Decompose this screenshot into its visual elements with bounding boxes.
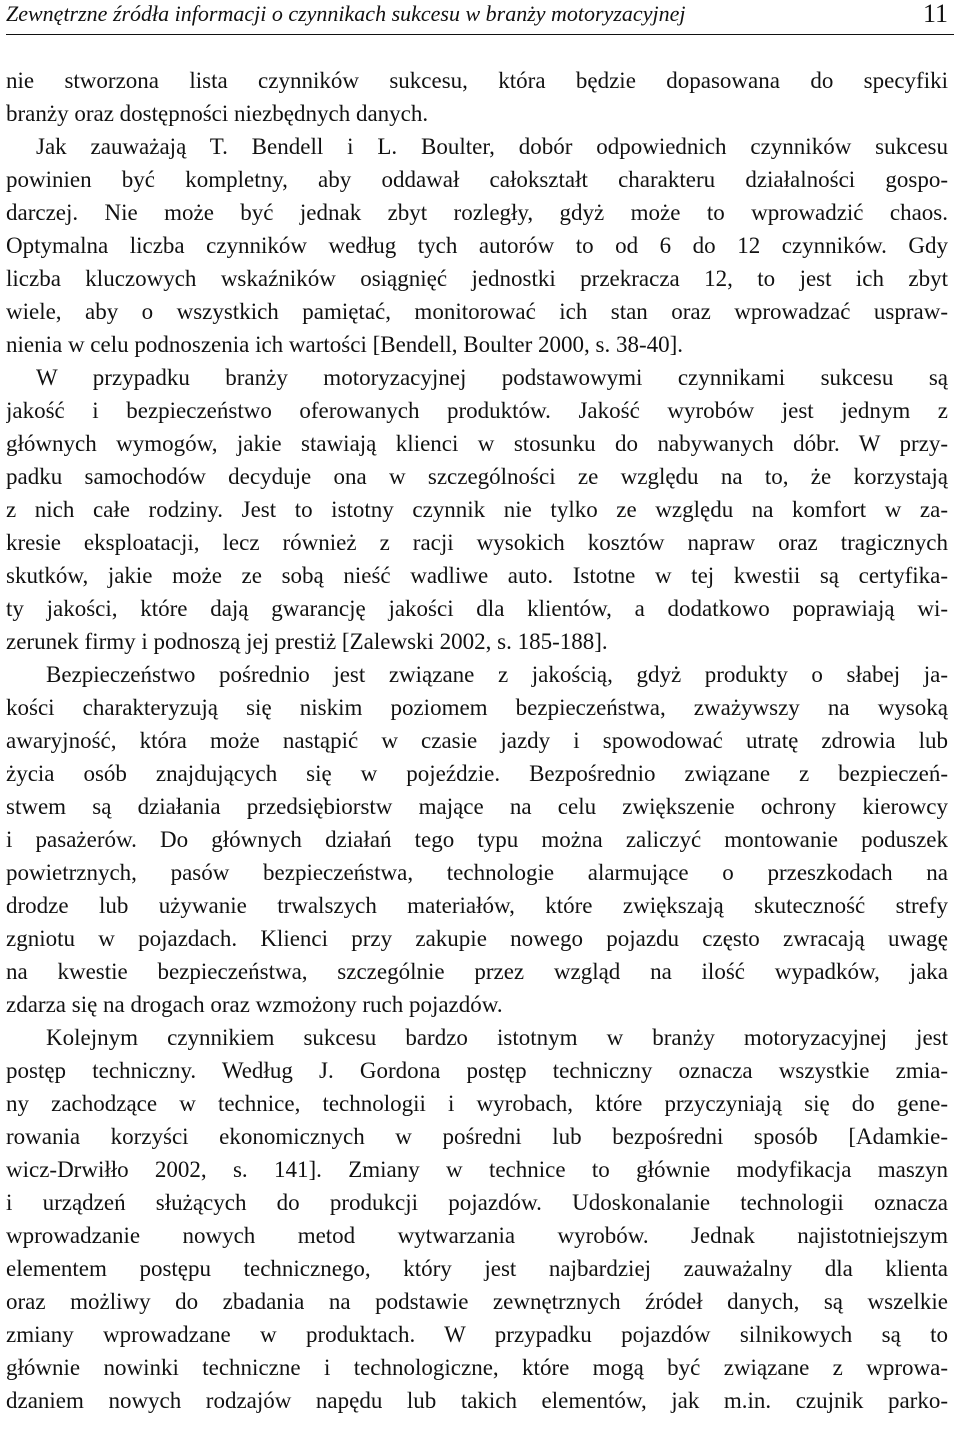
text-line: kresie eksploatacji, lecz również z racji wysokich kosztów napraw oraz tragicznych bbox=[6, 530, 948, 555]
text-line: skutków, jakie może ze sobą nieść wadliwe auto. Istotne w tej kwestii są certyfika- bbox=[6, 563, 948, 588]
text-line: elementem postępu technicznego, który jest najbardziej zauważalny dla klienta bbox=[6, 1256, 948, 1281]
text-line: i urządzeń służących do produkcji pojazdów. Udoskonalanie technologii oznacza bbox=[6, 1190, 948, 1215]
text-line: życia osób znajdujących się w pojeździe. Bezpośrednio związane z bezpieczeń- bbox=[6, 761, 948, 786]
page-number: 11 bbox=[922, 0, 948, 28]
text-line: branży oraz dostępności niezbędnych danych. bbox=[6, 101, 429, 126]
running-header bbox=[6, 0, 954, 35]
text-line: zdarza się na drogach oraz wzmożony ruch pojazdów. bbox=[6, 992, 503, 1017]
text-line: stwem są działania przedsiębiorstw mające na celu zwiększenie ochrony kierowcy bbox=[6, 794, 948, 819]
text-line: dzaniem nowych rodzajów napędu lub takich elementów, jak m.in. czujnik parko- bbox=[6, 1388, 948, 1413]
text-line: rowania korzyści ekonomicznych w pośredni lub bezpośredni sposób [Adamkie- bbox=[6, 1124, 948, 1149]
text-line: W przypadku branży motoryzacyjnej podstawowymi czynnikami sukcesu są bbox=[36, 365, 948, 390]
text-line: ty jakości, które dają gwarancję jakości dla klientów, a dodatkowo poprawiają wi- bbox=[6, 596, 948, 621]
text-line: głównych wymogów, jakie stawiają klienci w stosunku do nabywanych dóbr. W przy- bbox=[6, 431, 948, 456]
text-line: Jak zauważają T. Bendell i L. Boulter, dobór odpowiednich czynników sukcesu bbox=[36, 134, 948, 159]
text-line: Optymalna liczba czynników według tych autorów to od 6 do 12 czynników. Gdy bbox=[6, 233, 948, 258]
text-line: zmiany wprowadzane w produktach. W przypadku pojazdów silnikowych są to bbox=[6, 1322, 948, 1347]
text-line: głównie nowinki techniczne i technologiczne, które mogą być związane z wprowa- bbox=[6, 1355, 948, 1380]
text-line: jakość i bezpieczeństwo oferowanych produktów. Jakość wyrobów jest jednym z bbox=[6, 398, 948, 423]
text-line: Kolejnym czynnikiem sukcesu bardzo istotnym w branży motoryzacyjnej jest bbox=[46, 1025, 948, 1050]
body-text bbox=[6, 64, 948, 1417]
text-line: Bezpieczeństwo pośrednio jest związane z jakością, gdyż produkty o słabej ja- bbox=[46, 662, 948, 687]
text-line: nie stworzona lista czynników sukcesu, która będzie dopasowana do specyfiki bbox=[6, 68, 948, 93]
text-line: ny zachodzące w technice, technologii i wyrobach, które przyczyniają się do gene- bbox=[6, 1091, 948, 1116]
text-line: powietrznych, pasów bezpieczeństwa, technologie alarmujące o przeszkodach na bbox=[6, 860, 948, 885]
text-line: zerunek firmy i podnoszą jej prestiż [Zalewski 2002, s. 185-188]. bbox=[6, 629, 608, 654]
text-line: wicz-Drwiłło 2002, s. 141]. Zmiany w technice to głównie modyfikacja maszyn bbox=[6, 1157, 948, 1182]
text-line: kości charakteryzują się niskim poziomem bezpieczeństwa, zważywszy na wysoką bbox=[6, 695, 948, 720]
header-title: Zewnętrzne źródła informacji o czynnikach sukcesu w branży motoryzacyjnej bbox=[6, 1, 686, 26]
text-line: awaryjność, która może nastąpić w czasie jazdy i spowodować utratę zdrowia lub bbox=[6, 728, 948, 753]
text-line: postęp techniczny. Według J. Gordona postęp techniczny oznacza wszystkie zmia- bbox=[6, 1058, 948, 1083]
text-line: powinien być kompletny, aby oddawał całokształt charakteru działalności gospo- bbox=[6, 167, 948, 192]
text-line: drodze lub używanie trwalszych materiałów, które zwiększają skuteczność strefy bbox=[6, 893, 948, 918]
text-line: zgniotu w pojazdach. Klienci przy zakupie nowego pojazdu często zwracają uwagę bbox=[6, 926, 948, 951]
text-line: wprowadzanie nowych metod wytwarzania wyrobów. Jednak najistotniejszym bbox=[6, 1223, 948, 1248]
text-line: i pasażerów. Do głównych działań tego typu można zaliczyć montowanie poduszek bbox=[6, 827, 948, 852]
text-line: na kwestie bezpieczeństwa, szczególnie przez wzgląd na ilość wypadków, jaka bbox=[6, 959, 948, 984]
text-line: wiele, aby o wszystkich pamiętać, monitorować ich stan oraz wprowadzać uspraw- bbox=[6, 299, 948, 324]
text-line: darczej. Nie może być jednak zbyt rozległy, gdyż może to wprowadzić chaos. bbox=[6, 200, 948, 225]
text-line: z nich całe rodziny. Jest to istotny czynnik nie tylko ze względu na komfort w za- bbox=[6, 497, 948, 522]
text-line: padku samochodów decyduje ona w szczególności ze względu na to, że korzystają bbox=[6, 464, 948, 489]
text-line: nienia w celu podnoszenia ich wartości [Bendell, Boulter 2000, s. 38-40]. bbox=[6, 332, 684, 357]
text-line: oraz możliwy do zbadania na podstawie zewnętrznych źródeł danych, są wszelkie bbox=[6, 1289, 948, 1314]
text-line: liczba kluczowych wskaźników osiągnięć jednostki przekracza 12, to jest ich zbyt bbox=[6, 266, 948, 291]
